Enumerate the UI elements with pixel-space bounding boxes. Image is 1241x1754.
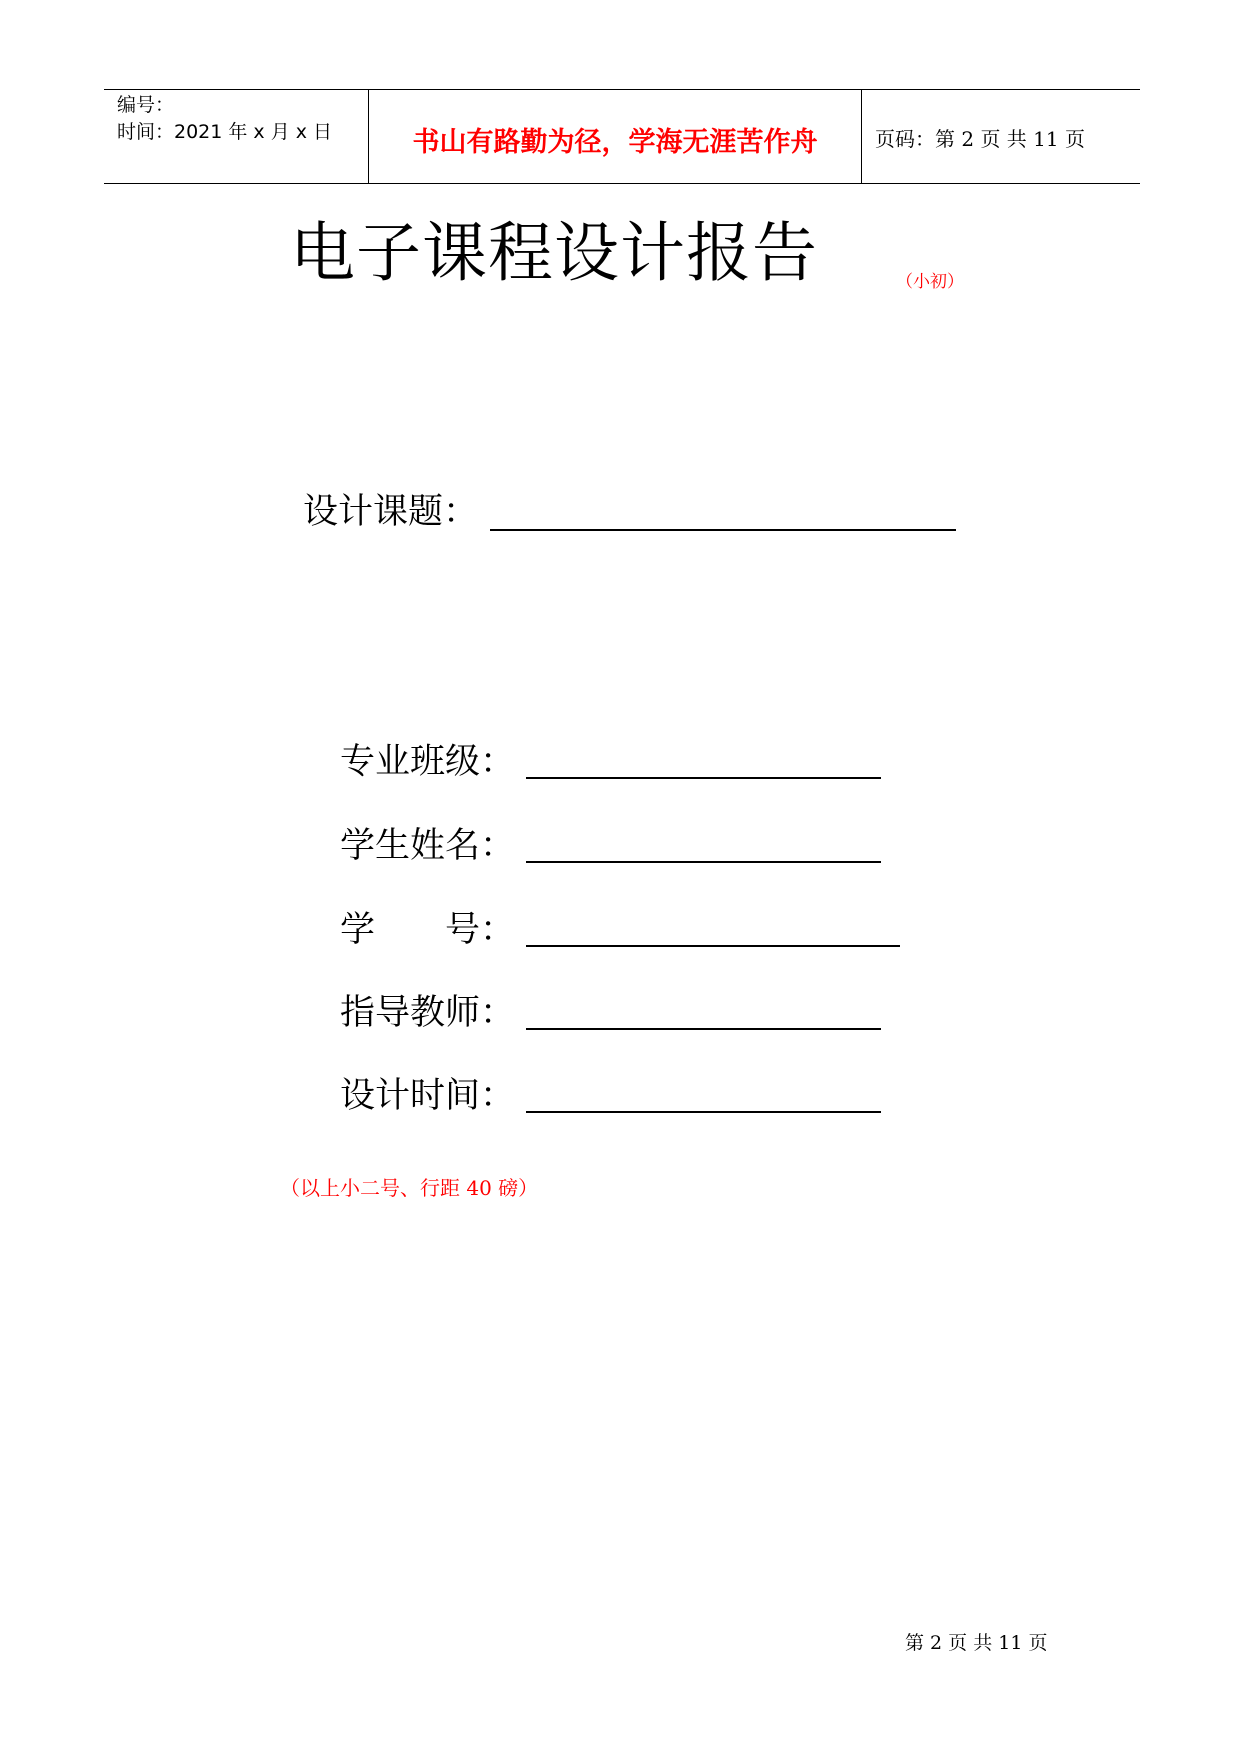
header-page-info: 页码：第 2 页 共 11 页 bbox=[875, 127, 1085, 151]
design-time-label: 设计时间： bbox=[340, 1076, 516, 1116]
design-time-underline[interactable] bbox=[526, 1111, 881, 1113]
date-label: 时间：2021 年 x 月 x 日 bbox=[117, 121, 333, 143]
advisor-label: 指导教师： bbox=[340, 993, 516, 1033]
page-footer: 第 2 页 共 11 页 bbox=[905, 1632, 1048, 1654]
advisor-underline[interactable] bbox=[526, 1028, 881, 1030]
topic-field bbox=[303, 490, 478, 534]
student-name-field bbox=[340, 824, 515, 868]
format-note: （以上小二号、行距 40 磅） bbox=[280, 1176, 539, 1200]
student-name-underline[interactable] bbox=[526, 861, 881, 863]
header-motto-cell bbox=[369, 90, 862, 183]
major-class-field bbox=[340, 740, 515, 784]
header-page-cell bbox=[862, 90, 1140, 183]
student-id-underline[interactable] bbox=[526, 945, 900, 947]
page-title: 电子课程设计报告 bbox=[290, 216, 819, 291]
header-table bbox=[104, 89, 1140, 184]
topic-label: 设计课题： bbox=[303, 492, 479, 532]
title-font-note: （小初） bbox=[896, 272, 964, 292]
title-block bbox=[290, 214, 964, 294]
major-class-label: 专业班级： bbox=[340, 742, 516, 782]
design-time-field bbox=[340, 1074, 515, 1118]
student-id-label: 学 号： bbox=[340, 910, 516, 950]
topic-underline[interactable] bbox=[490, 529, 956, 531]
student-id-field bbox=[340, 908, 515, 952]
major-class-underline[interactable] bbox=[526, 777, 881, 779]
student-name-label: 学生姓名： bbox=[340, 826, 516, 866]
advisor-field bbox=[340, 991, 515, 1035]
header-left-cell bbox=[104, 90, 369, 183]
serial-number-label: 编号： bbox=[117, 94, 175, 116]
motto: 书山有路勤为径，学海无涯苦作舟 bbox=[412, 127, 818, 158]
